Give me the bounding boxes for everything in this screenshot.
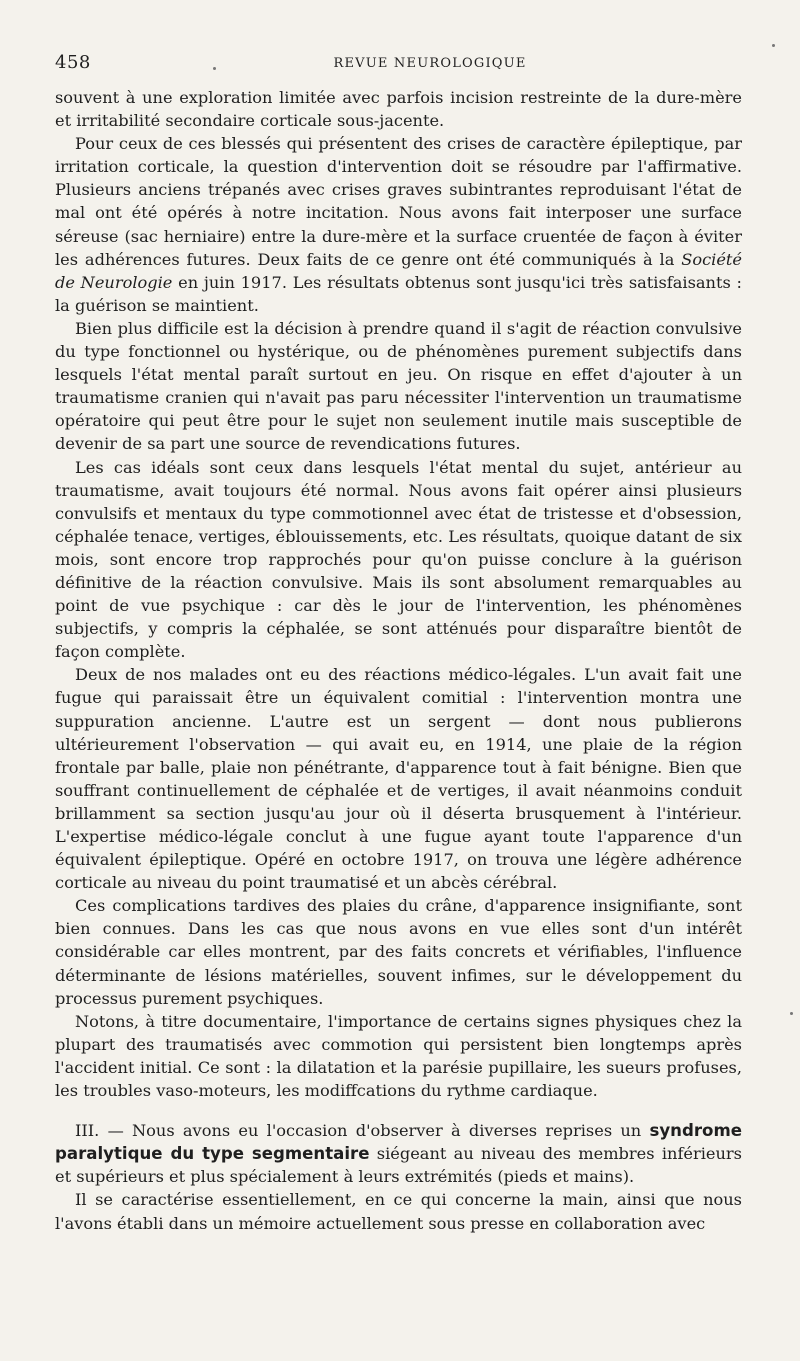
section-iii-paragraph [55, 1119, 742, 1188]
ink-speck [790, 1012, 793, 1015]
syndrome-heading: syndrome paralytique du type segmentaire [55, 1121, 742, 1164]
paragraph-text: Il se caractérise essentiellement, en ce qui concerne la main, ainsi que nous l'avons établi dans un mémoire actuellement sous presse en collaboration avec [55, 1190, 742, 1233]
page-number: 458 [55, 52, 91, 73]
ink-speck [772, 44, 775, 47]
paragraph-epileptic-crises [55, 132, 742, 317]
paragraph-text: Notons, à titre documentaire, l'importance de certains signes physiques chez la plupart des traumatisés avec commotion qui persistent bien longtemps après l'accident initial. Ce sont : la dilatation et la parésie pupillaire, les sueurs profuses, les troubles vaso-moteurs, les modiffcations du rythme cardiaque. [55, 1011, 742, 1101]
society-reference: Société de Neurologie [55, 249, 742, 292]
ink-speck [213, 67, 216, 70]
paragraph-characterization [55, 1188, 742, 1234]
paragraph-late-complications [55, 894, 742, 1009]
paragraph-continuation [55, 86, 742, 132]
paragraph-text: Ces complications tardives des plaies du crâne, d'apparence insignifiante, sont bien connues. Dans les cas que nous avons en vue elles sont d'un intérêt considérable car elles montrent, par des faits concrets et vérifiables, l'influence déterminante de lésions matérielles, souvent infimes, sur le développement du processus purement psychiques. [55, 896, 742, 1008]
paragraph-physical-signs [55, 1010, 742, 1102]
paragraph-text: en juin 1917. Les résultats obtenus sont jusqu'ici très satisfaisants : la guérison se maintient. [55, 272, 742, 315]
paragraph-text: Deux de nos malades ont eu des réactions médico-légales. L'un avait fait une fugue qui paraissait être un équivalent comitial : l'intervention montra une suppuration ancienne. L'autre est un sergent — dont nous publierons ultérieurement l'observation — qui avait eu, en 1914, une plaie de la région frontale par balle, plaie non pénétrante, d'apparence tout à fait bénigne. Bien que souffrant continuellement de céphalée et de vertiges, il avait néanmoins conduit brillamment sa section jusqu'au jour où il déserta brusquement à l'intérieur. L'expertise médico-légale conclut à une fugue ayant toute l'apparence d'un équivalent épileptique. Opéré en octobre 1917, on trouva une légère adhérence corticale au niveau du point traumatisé et un abcès cérébral. [55, 665, 742, 893]
paragraph-text: siégeant au niveau des membres inférieurs et supérieurs et plus spécialement à leurs extrémités (pieds et mains). [55, 1144, 742, 1187]
paragraph-text: souvent à une exploration limitée avec parfois incision restreinte de la dure-mère et irritabilité secondaire corticale sous-jacente. [55, 88, 742, 131]
page-header [55, 52, 745, 76]
paragraph-text: Bien plus difficile est la décision à prendre quand il s'agit de réaction convulsive du type fonctionnel ou hystérique, ou de phénomènes purement subjectifs dans lesquels l'état mental paraît surtout en jeu. On risque en effet d'ajouter à un traumatisme cranien qui n'avait pas paru nécessiter l'intervention un traumatisme opératoire qui peut être pour le sujet non seulement inutile mais susceptible de devenir de sa part une source de revendications futures. [55, 318, 742, 454]
paragraph-text: Les cas idéals sont ceux dans lesquels l'état mental du sujet, antérieur au traumatisme, avait toujours été normal. Nous avons fait opérer ainsi plusieurs convulsifs et mentaux du type commotionnel avec état de tristesse et d'obsession, céphalée tenace, vertiges, éblouissements, etc. Les résultats, quoique datant de six mois, sont encore trop rapprochés pour qu'on puisse conclure à la guérison définitive de la réaction convulsive. Mais ils sont absolument remarquables au point de vue psychique : car dès le jour de l'intervention, les phénomènes subjectifs, y compris la céphalée, se sont atténués pour disparaître bientôt de façon complète. [55, 457, 742, 662]
paragraph-ideal-cases [55, 456, 742, 664]
running-title: REVUE NEUROLOGIQUE [333, 56, 527, 71]
paragraph-medico-legal [55, 663, 742, 894]
paragraph-text: III. — Nous avons eu l'occasion d'observer à diverses reprises un [75, 1121, 650, 1141]
article-body [55, 86, 742, 1235]
paragraph-functional-reaction [55, 317, 742, 456]
paragraph-text: Pour ceux de ces blessés qui présentent des crises de caractère épileptique, par irritation corticale, la question d'intervention doit se résoudre par l'affirmative. Plusieurs anciens trépanés avec crises graves subintrantes reproduisant l'état de mal ont été opérés à notre incitation. Nous avons fait interposer une surface séreuse (sac herniaire) entre la dure-mère et la surface cruentée de façon à éviter les adhérences futures. Deux faits de ce genre ont été communiqués à la [55, 134, 742, 269]
